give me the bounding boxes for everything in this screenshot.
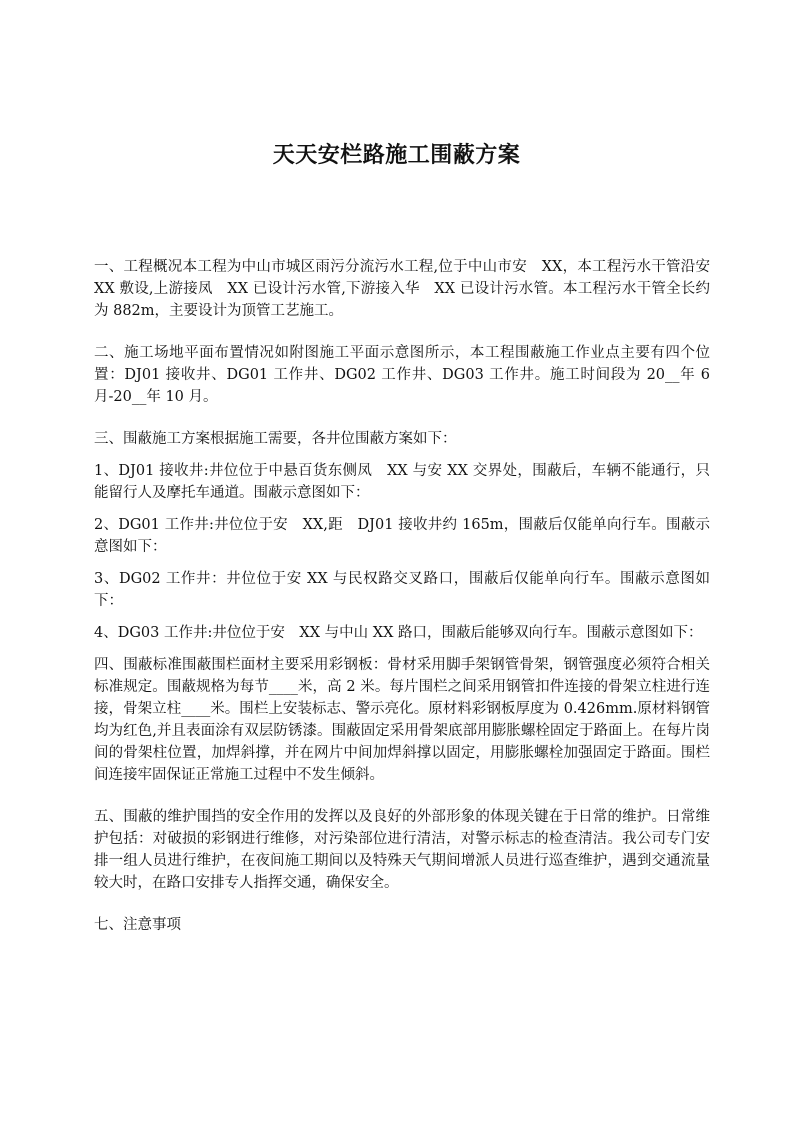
section-maintenance-paragraph: 五、围蔽的维护围挡的安全作用的发挥以及良好的外部形象的体现关键在于日常的维护。日常维护包括：对破损的彩钢进行维修，对污染部位进行清洁，对警示标志的检查清洁。我公司专门安排一组人员进行维护，在夜间施工期间以及特殊天气期间增派人员进行巡查维护，遇到交通流量较大时，在路口安排专人指挥交通，确保安全。 [94, 809, 710, 891]
section-plan-intro-paragraph: 三、围蔽施工方案根据施工需要，各井位围蔽方案如下： [94, 431, 457, 447]
well-dg02-paragraph: 3、DG02 工作井：井位位于安 XX 与民权路交叉路口，围蔽后仅能单向行车。围蔽示意图如下： [94, 571, 710, 609]
document-title: 天天安栏路施工围蔽方案 [272, 143, 521, 168]
document-body [94, 256, 710, 936]
section-overview-paragraph: 一、工程概况本工程为中山市城区雨污分流污水工程,位于中山市安 XX，本工程污水干管沿安 XX 敷设,上游接凤 XX 已设计污水管,下游接入华 XX 已设计污水管。本工程污水干管全长约为 882m，主要设计为顶管工艺施工。 [94, 259, 710, 319]
well-dg01-paragraph: 2、DG01 工作井:井位位于安 XX,距 DJ01 接收井约 165m，围蔽后仅能单向行车。围蔽示意图如下： [94, 517, 710, 555]
section-notes-heading: 七、注意事项 [94, 917, 181, 933]
section-site-layout-paragraph: 二、施工场地平面布置情况如附图施工平面示意图所示，本工程围蔽施工作业点主要有四个位置：DJ01 接收井、DG01 工作井、DG02 工作井、DG03 工作井。施工时间段为 20__年 6 月-20__年 10 月。 [94, 345, 710, 405]
well-dg03-paragraph: 4、DG03 工作井:井位位于安 XX 与中山 XX 路口，围蔽后能够双向行车。围蔽示意图如下： [94, 625, 703, 641]
section-standards-paragraph: 四、围蔽标准围蔽围栏面材主要采用彩钢板：骨材采用脚手架钢管骨架，钢管强度必须符合相关标准规定。围蔽规格为每节____米，高 2 米。每片围栏之间采用钢管扣件连接的骨架立柱进行连接，骨架立柱____米。围栏上安装标志、警示亮化。原材料彩钢板厚度为 0.426mm.原材料钢管均为红色,并且表面涂有双层防锈漆。围蔽固定采用骨架底部用膨胀螺栓固定于路面上。在每片岗间的骨架柱位置，加焊斜撑，并在网片中间加焊斜撑以固定，用膨胀螺栓加强固定于路面。围栏间连接牢固保证正常施工过程中不发生倾斜。 [94, 657, 710, 783]
well-dj01-paragraph: 1、DJ01 接收井:井位位于中悬百货东侧凤 XX 与安 XX 交界处，围蔽后，车辆不能通行，只能留行人及摩托车通道。围蔽示意图如下： [94, 463, 710, 501]
